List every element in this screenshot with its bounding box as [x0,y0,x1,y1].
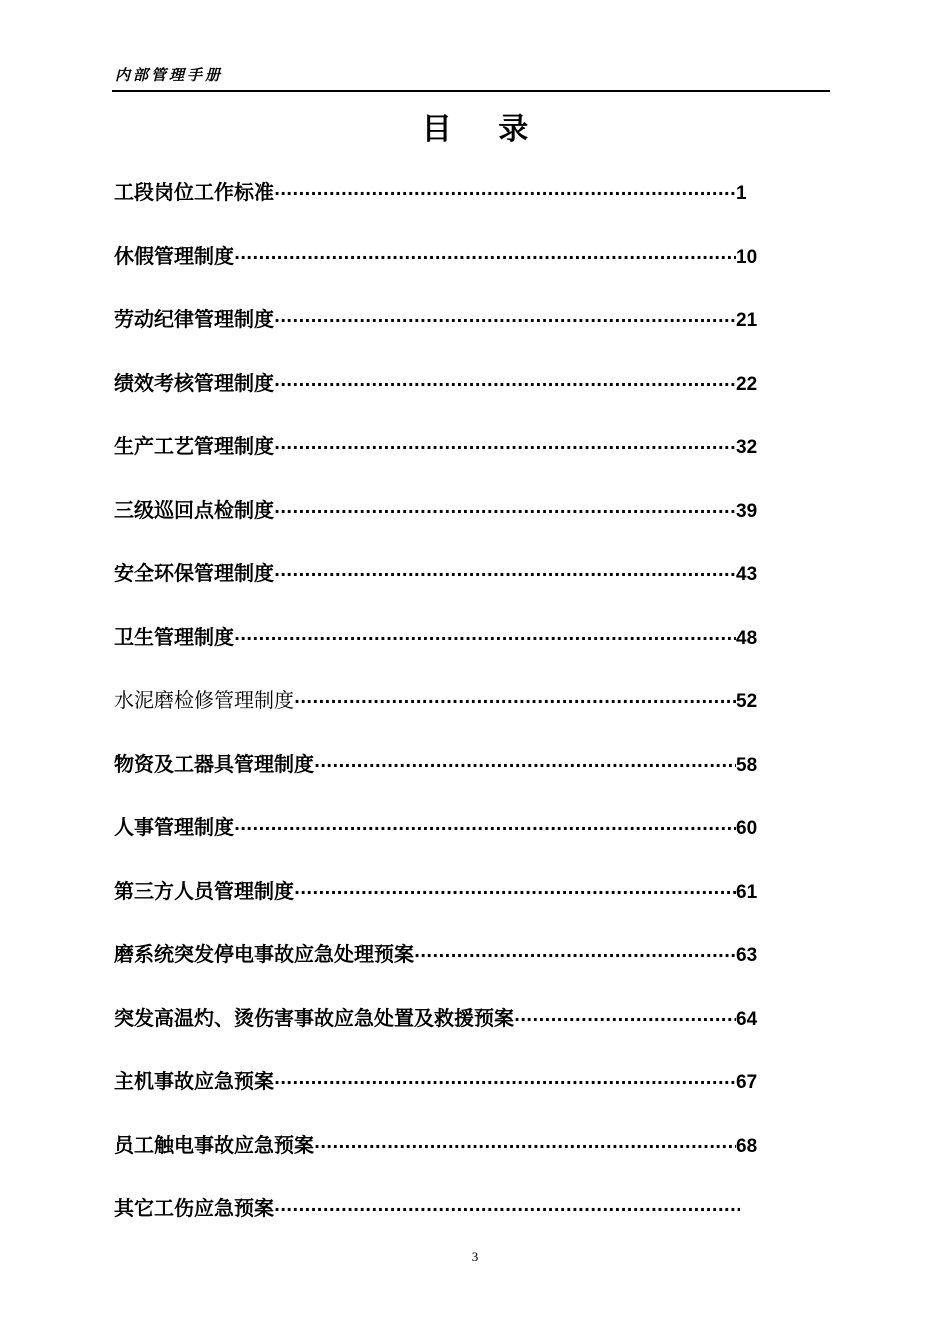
toc-entry-label: 主机事故应急预案 [114,1069,274,1093]
dot-leader [234,819,736,838]
toc-entry-label: 绩效考核管理制度 [114,370,274,395]
toc-entry-page: 1 [736,183,747,204]
toc-entry[interactable] [114,1129,764,1193]
dot-leader [274,375,736,394]
toc-entry-page: 43 [736,564,758,585]
toc-entry[interactable] [114,875,764,939]
toc-entry-label: 水泥磨检修管理制度 [114,688,294,712]
toc-entry-label: 安全环保管理制度 [114,561,274,585]
toc-entry-page: 48 [736,627,758,649]
page-number: 3 [471,1249,479,1264]
toc-entry-label: 卫生管理制度 [114,624,234,649]
toc-entry-page: 63 [736,945,758,966]
toc-entry[interactable] [114,811,764,875]
toc-entry[interactable] [114,176,764,240]
toc-entry[interactable] [114,430,764,494]
toc-entry-page: 60 [736,818,758,839]
running-header: 内部管理手册 [115,66,224,84]
dot-leader [314,756,736,775]
toc-entry-page: 22 [736,373,758,395]
toc-entry[interactable] [114,494,764,558]
header-divider [112,90,830,92]
toc-entry[interactable] [114,1002,764,1066]
dot-leader [274,565,736,584]
toc-entry-label: 劳动纪律管理制度 [114,307,274,331]
toc-entry-page: 32 [736,437,758,458]
toc-entry[interactable] [114,367,764,431]
dot-leader [274,184,736,203]
toc-entry-label: 物资及工器具管理制度 [114,751,314,776]
toc-entry-label: 员工触电事故应急预案 [114,1132,314,1157]
dot-leader [274,438,736,457]
toc-entry[interactable] [114,240,764,304]
toc-entry-label: 三级巡回点检制度 [114,497,274,522]
toc-entry[interactable] [114,938,764,1002]
dot-leader [294,883,736,902]
dot-leader [314,1137,736,1156]
toc-entry-label: 生产工艺管理制度 [114,434,274,458]
dot-leader [514,1010,736,1029]
dot-leader [294,692,736,711]
toc-entry-page: 61 [736,881,758,903]
toc-entry-page: 10 [736,246,758,268]
toc-entry[interactable] [114,684,764,748]
toc-entry-label: 突发高温灼、烫伤害事故应急处置及救援预案 [114,1005,514,1030]
toc-entry-page: 64 [736,1008,758,1030]
toc-entry-label: 工段岗位工作标准 [114,180,274,204]
dot-leader [274,1073,736,1092]
toc-entry-label: 第三方人员管理制度 [114,878,294,903]
table-of-contents [114,176,764,1256]
toc-entry-page: 68 [736,1135,758,1157]
toc-entry[interactable] [114,621,764,685]
toc-entry[interactable] [114,1192,764,1256]
dot-leader [234,248,736,267]
dot-leader [274,311,736,330]
toc-entry-page: 52 [736,691,758,712]
toc-entry-label: 休假管理制度 [114,243,234,268]
toc-entry[interactable] [114,557,764,621]
dot-leader [414,946,736,965]
toc-entry[interactable] [114,1065,764,1129]
toc-entry-label: 磨系统突发停电事故应急处理预案 [114,942,414,966]
toc-entry-label: 人事管理制度 [114,815,234,839]
dot-leader [274,502,736,521]
toc-entry-page: 67 [736,1072,758,1093]
toc-entry[interactable] [114,748,764,812]
toc-entry[interactable] [114,303,764,367]
dot-leader [234,629,736,648]
dot-leader [274,1200,740,1219]
toc-entry-label: 其它工伤应急预案 [114,1196,274,1220]
toc-title: 目 录 [421,112,547,147]
toc-entry-page: 39 [736,500,758,522]
toc-entry-page: 58 [736,754,758,776]
toc-entry-page: 21 [736,310,758,331]
